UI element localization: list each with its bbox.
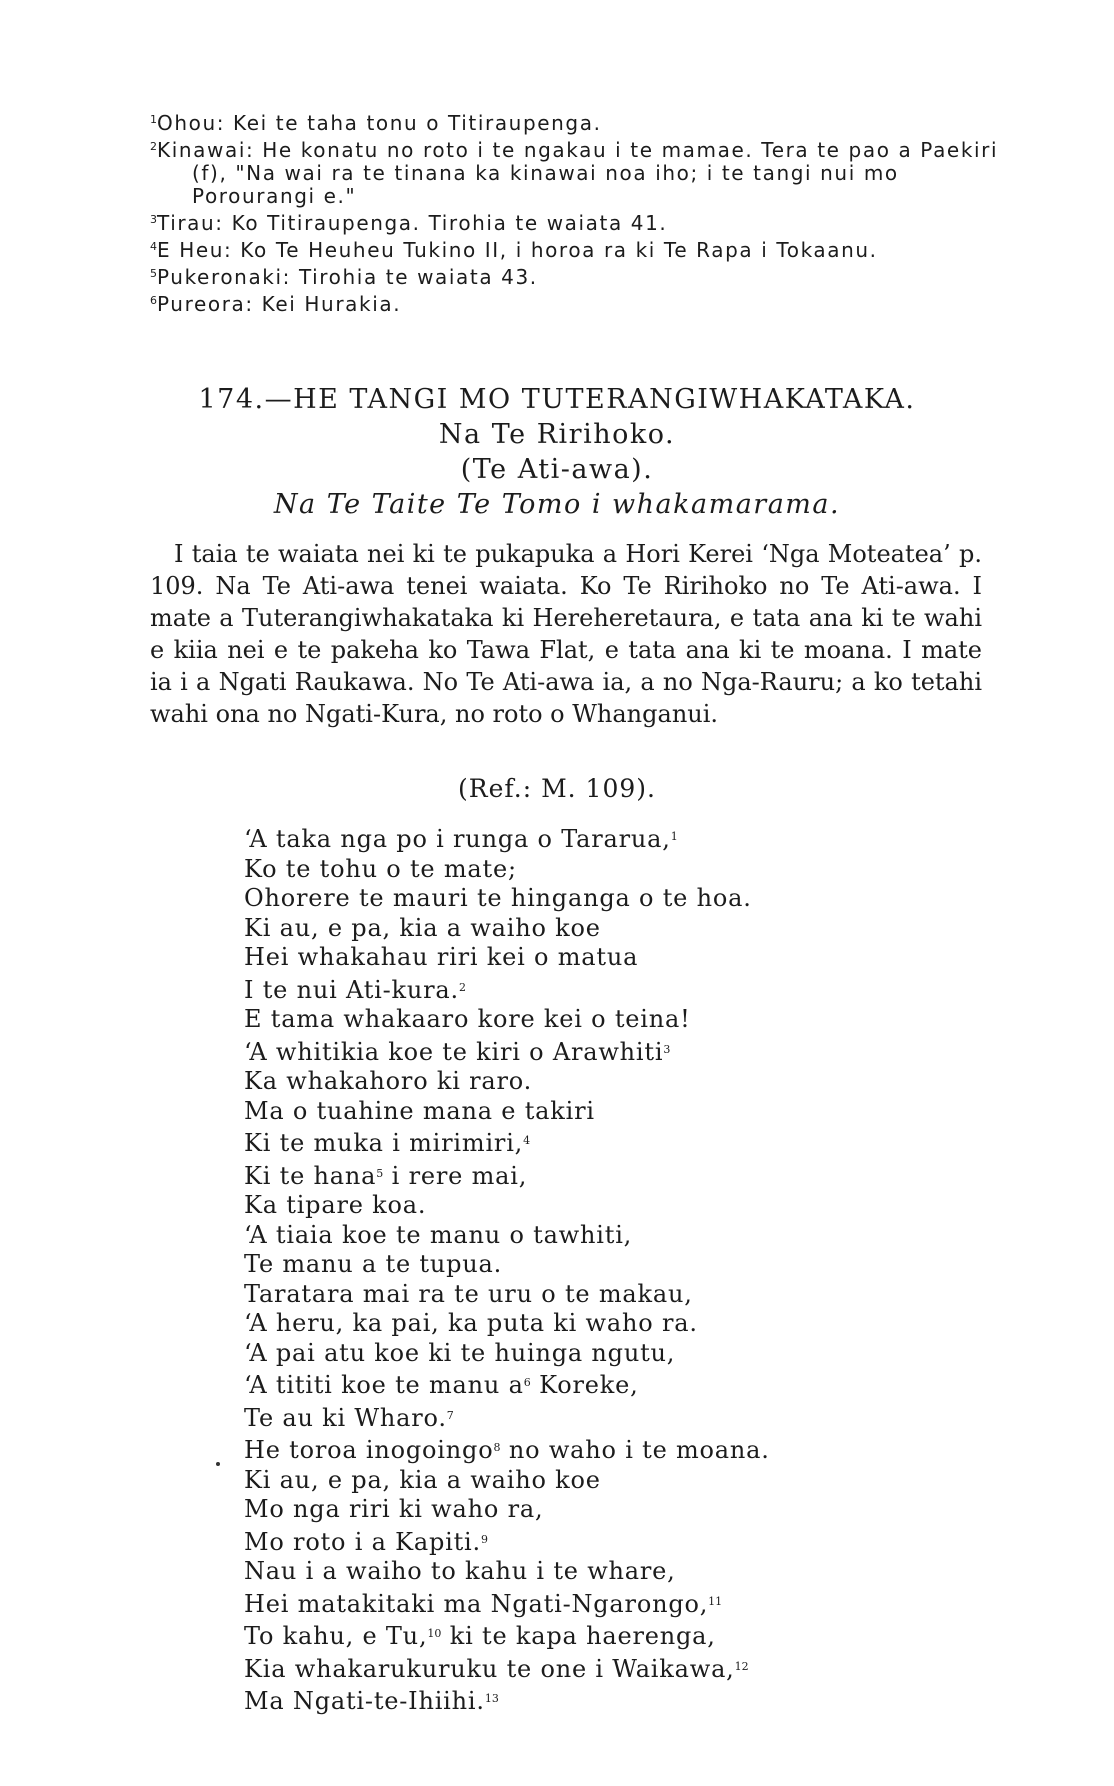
- verse-line: [244, 1339, 1004, 1369]
- verse-text-continued: no waho i te moana.: [500, 1436, 770, 1464]
- verse-line: [244, 1067, 1004, 1097]
- verse-line: [244, 1557, 1004, 1587]
- verse-footnote-ref: 11: [708, 1594, 723, 1608]
- verse-line: [244, 1191, 1004, 1221]
- footnote-text: Pukeronaki: Tirohia te waiata 43.: [157, 265, 538, 289]
- verse-text: Ki au, e pa, kia a waiho koe: [244, 1465, 601, 1494]
- footnote-item: [150, 208, 1000, 235]
- verse-text: ‘A heru, ka pai, ka puta ki waho ra.: [244, 1309, 698, 1337]
- verse-text: Mo nga riri ki waho ra,: [244, 1495, 544, 1523]
- verse-line: [244, 1309, 1004, 1339]
- verse-text: Ma o tuahine mana e takiri: [244, 1096, 595, 1125]
- verse-text: Mo roto i a Kapiti.: [244, 1527, 481, 1556]
- verse-text: E tama whakaaro kore kei o teina!: [244, 1005, 691, 1033]
- verse-text: ‘A tiaia koe te manu o tawhiti,: [244, 1220, 633, 1249]
- verse-footnote-ref: 9: [480, 1532, 488, 1546]
- verse-text: Hei matakitaki ma Ngati-Ngarongo,: [244, 1589, 709, 1618]
- verse-line: [244, 1433, 1004, 1466]
- verse-line: [244, 884, 1004, 914]
- verse-text: Te manu a te tupua.: [244, 1250, 503, 1278]
- verse-line: [244, 1126, 1004, 1159]
- footnote-item: [150, 108, 1000, 135]
- verse-line: [244, 1280, 1004, 1310]
- footnotes: [150, 108, 1000, 316]
- verse-text: Ohorere te mauri te hinganga o te hoa.: [244, 884, 752, 912]
- verse-line: [244, 1619, 1004, 1652]
- song-tribe: (Te Ati-awa).: [460, 454, 654, 485]
- verse-text: Ma Ngati-te-Ihiihi.: [244, 1687, 485, 1715]
- footnote-item: [150, 235, 1000, 262]
- verse-footnote-ref: 12: [734, 1659, 749, 1673]
- verse-line: [244, 1495, 1004, 1525]
- song-title: 174.—HE TANGI MO TUTERANGIWHAKATAKA.: [198, 384, 916, 415]
- footnote-number: 1: [150, 113, 157, 126]
- footnote-number: 4: [150, 240, 157, 253]
- intro-paragraph: [150, 538, 982, 730]
- verse-line: [244, 1652, 1004, 1685]
- verse-footnote-ref: 2: [458, 980, 466, 994]
- verse-text: Ki te hana: [244, 1161, 377, 1190]
- verse-line: [244, 973, 1004, 1006]
- verse-line: [244, 855, 1004, 885]
- verse-text: Ki te muka i mirimiri,: [244, 1129, 524, 1157]
- verse-text: ‘A whitikia koe te kiri o Arawhiti: [244, 1037, 664, 1066]
- verse-text: Ka whakahoro ki raro.: [244, 1067, 533, 1095]
- verse-line: [244, 1159, 1004, 1192]
- song-author: Na Te Ririhoko.: [438, 419, 676, 450]
- verse-text: Ka tipare koa.: [244, 1191, 427, 1219]
- verse-text: ‘A tititi koe te manu a: [244, 1371, 524, 1399]
- verse-line: [244, 1250, 1004, 1280]
- verse-text: Ko te tohu o te mate;: [244, 854, 517, 883]
- verse-footnote-ref: 7: [446, 1408, 454, 1422]
- verse-line: [244, 1525, 1004, 1558]
- verse-footnote-ref: 13: [484, 1692, 499, 1705]
- verse-text: Hei whakahau riri kei o matua: [244, 943, 639, 971]
- verse-footnote-ref: 3: [663, 1042, 671, 1056]
- verse-footnote-ref: 5: [376, 1166, 384, 1180]
- footnote-text: Kinawai: He konatu no roto i te ngakau i te mamae. Tera te pao a Paekiri (f), "Na wai ra te tinana ka kinawai noa iho; i te tangi nui mo Porourangi e.": [157, 138, 999, 208]
- verse-footnote-ref: 8: [493, 1441, 501, 1454]
- verse-footnote-ref: 10: [427, 1627, 442, 1640]
- footnote-number: 5: [150, 267, 157, 280]
- footnote-text: Pureora: Kei Hurakia.: [157, 292, 402, 316]
- verse-text: Kia whakarukuruku te one i Waikawa,: [244, 1654, 735, 1683]
- verse-text: ‘A taka nga po i runga o Tararua,: [244, 825, 671, 853]
- footnote-number: 6: [150, 294, 157, 307]
- verse-line: [244, 943, 1004, 973]
- verse-text: Te au ki Wharo.: [244, 1403, 447, 1432]
- verse-text: Nau i a waiho to kahu i te whare,: [244, 1557, 676, 1585]
- verse-line: [244, 1401, 1004, 1434]
- footnote-text: Tirau: Ko Titiraupenga. Tirohia te waiata 41.: [157, 211, 668, 235]
- verse-text: To kahu, e Tu,: [244, 1622, 428, 1650]
- verse-text-continued: Koreke,: [530, 1371, 639, 1399]
- verse-line: [244, 822, 1004, 855]
- verse-text-continued: ki te kapa haerenga,: [441, 1622, 716, 1650]
- footnote-text: Ohou: Kei te taha tonu o Titiraupenga.: [157, 111, 602, 135]
- reference-line: (Ref.: M. 109).: [458, 774, 656, 803]
- verse-footnote-ref: 1: [670, 830, 678, 843]
- verse-line: [244, 1466, 1004, 1496]
- print-speck: [216, 1462, 220, 1466]
- song-heading: [0, 382, 1114, 522]
- footnote-item: [150, 135, 1000, 208]
- verse-footnote-ref: 6: [523, 1376, 531, 1389]
- footnote-item: [150, 289, 1000, 316]
- verse-line: [244, 1097, 1004, 1127]
- verse-text: I te nui Ati-kura.: [244, 975, 459, 1004]
- verse-footnote-ref: 4: [523, 1134, 531, 1147]
- footnote-number: 3: [150, 213, 157, 226]
- verse-block: [244, 822, 1004, 1717]
- verse-text: He toroa inogoingo: [244, 1436, 494, 1464]
- verse-line: [244, 1368, 1004, 1401]
- verse-text-continued: i rere mai,: [383, 1161, 528, 1190]
- song-credit: Na Te Taite Te Tomo i whakamarama.: [273, 489, 841, 520]
- verse-text: ‘A pai atu koe ki te huinga ngutu,: [244, 1338, 676, 1367]
- verse-line: [244, 1221, 1004, 1251]
- footnote-item: [150, 262, 1000, 289]
- verse-line: [244, 1587, 1004, 1620]
- verse-text: Ki au, e pa, kia a waiho koe: [244, 913, 601, 942]
- intro-text: I taia te waiata nei ki te pukapuka a Hori Kerei ‘Nga Moteatea’ p. 109. Na Te Ati-awa tenei waiata. Ko Te Ririhoko no Te Ati-awa. I mate a Tuterangiwhakataka ki Hereheretaura, e tata ana ki te wahi e kiia nei e te pakeha ko Tawa Flat, e tata ana ki te moana. I mate ia i a Ngati Raukawa. No Te Ati-awa ia, a no Nga-Rauru; a ko tetahi wahi ona no Ngati-Kura, no roto o Whanganui.: [150, 540, 982, 728]
- verse-line: [244, 1035, 1004, 1068]
- footnote-text: E Heu: Ko Te Heuheu Tukino II, i horoa ra ki Te Rapa i Tokaanu.: [157, 238, 878, 262]
- verse-line: [244, 1684, 1004, 1717]
- footnote-number: 2: [150, 140, 157, 153]
- verse-text: Taratara mai ra te uru o te makau,: [244, 1279, 693, 1308]
- verse-line: [244, 1005, 1004, 1035]
- verse-line: [244, 914, 1004, 944]
